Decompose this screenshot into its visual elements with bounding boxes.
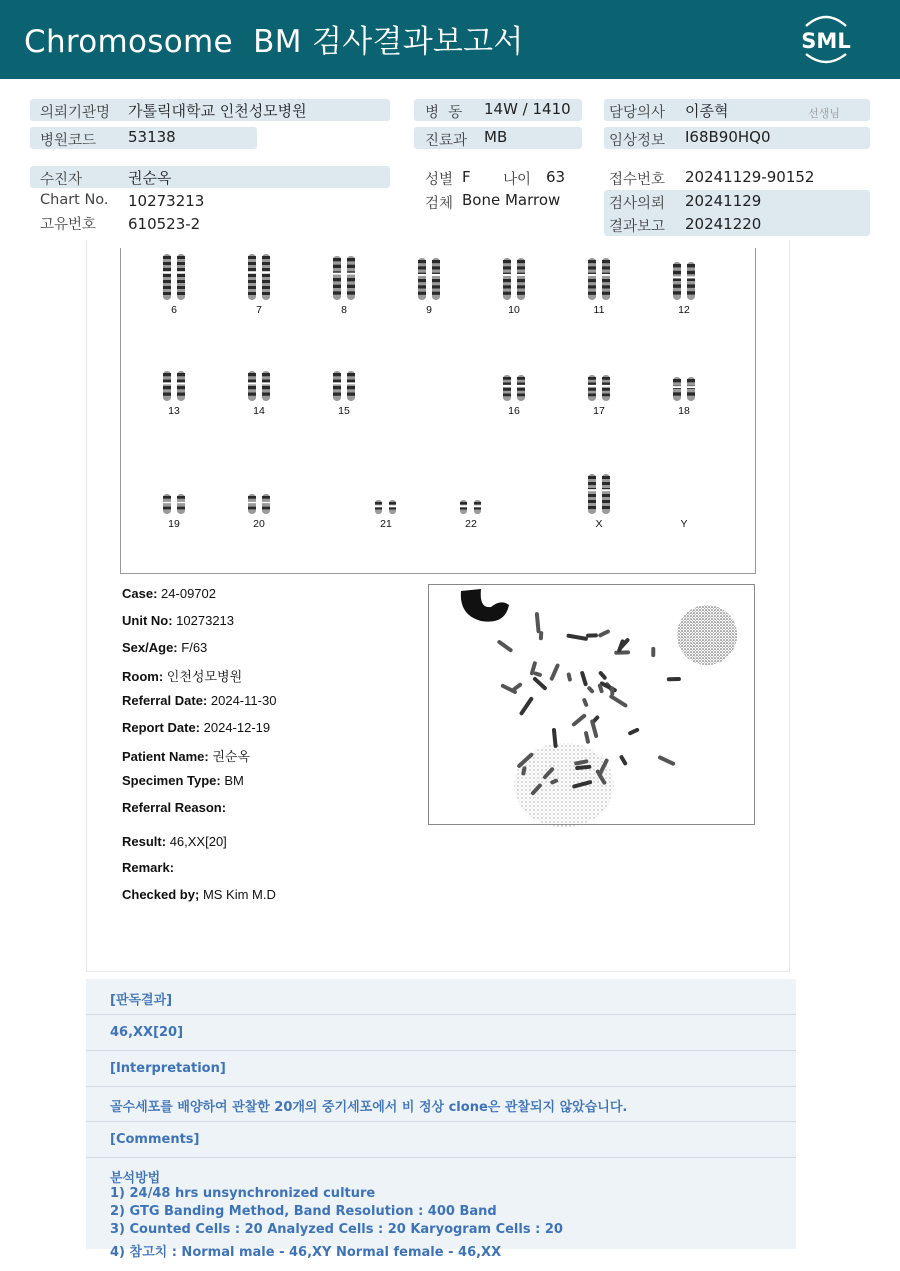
chromosome-label: 20 [253,518,265,530]
result-value: 46,XX[20] [169,834,227,849]
request-value: 20241129 [685,192,762,210]
request-label: 검사의뢰 [609,196,666,212]
patient-value: 권순옥 [128,169,172,187]
reading-title: [판독결과] [110,993,173,1008]
method-2: 2) GTG Banding Method, Band Resolution : 400 Band [110,1204,497,1219]
unit-value: 10273213 [176,613,235,628]
chromosome-label: 22 [465,518,477,530]
patient-label: 수진자 [40,172,83,188]
chromosome-label: 13 [168,405,180,417]
chart-label: Chart No. [40,192,109,208]
metaphase-chromosome [627,727,639,736]
report-title: Chromosome BM 검사결과보고서 [24,24,524,60]
chromosome-10 [489,252,539,316]
institution-label: 의뢰기관명 [40,105,111,121]
chromosome-label: 8 [341,304,347,316]
chromosome-label: 11 [593,304,605,316]
logo-text: SML [801,29,851,53]
metaphase-chromosome [571,713,587,727]
sex-label: 성별 [425,172,454,188]
metaphase-chromosome [657,755,675,767]
chromosome-label: 6 [171,304,177,316]
metaphase-chromosome [532,676,548,691]
reading-value: 46,XX[20] [110,1025,184,1040]
chart-value: 10273213 [128,192,205,210]
chromosome-7 [234,252,284,316]
method-3: 3) Counted Cells : 20 Analyzed Cells : 20 Karyogram Cells : 20 [110,1222,563,1237]
chromosome-14 [234,353,284,417]
chromosome-16 [489,353,539,417]
specimen-value: Bone Marrow [462,191,561,209]
receipt-label: 접수번호 [609,172,666,188]
result-panel [86,979,796,1260]
chromosome-label: 21 [380,518,392,530]
referral-reason-line: Referral Reason: [122,800,227,815]
comments-title: [Comments] [110,1132,200,1147]
chromosome-label: 16 [508,405,520,417]
chromosome-13 [149,353,199,417]
metaphase-chromosome [580,671,588,687]
result-date-label: 결과보고 [609,219,666,235]
karyogram [120,248,756,574]
chromosome-y [659,466,709,530]
comments-title-row [86,1122,796,1158]
chromosome-22 [446,466,496,530]
metaphase-chromosome [651,647,655,657]
patient-name-line: Patient Name: 권순옥 [122,749,251,764]
interp-title: [Interpretation] [110,1061,226,1076]
metaphase-chromosome [535,612,541,633]
chromosome-18 [659,353,709,417]
metaphase-chromosome [584,731,591,744]
metaphase-chromosome [512,682,523,692]
ward-label: 병 동 [425,105,463,121]
metaphase-chromosome [586,633,598,637]
metaphase-chromosomes [497,612,681,796]
metaphase-image [428,584,755,825]
room-line: Room: 인천성모병원 [122,669,243,684]
remark-line: Remark: [122,860,175,875]
clinical-value: I68B90HQ0 [685,128,771,146]
age-value: 63 [546,168,566,186]
unique-label: 고유번호 [40,217,97,233]
ward-value: 14W / 1410 [484,100,571,118]
case-value: 24-09702 [161,586,216,601]
chromosome-11 [574,252,624,316]
cell-nucleus-gray [677,605,737,665]
metaphase-chromosome [598,629,611,638]
metaphase-chromosome [539,631,544,640]
chromosome-19 [149,466,199,530]
metaphase-chromosome [566,672,572,682]
metaphase-chromosome [667,677,681,681]
method-title: 분석방법 [110,1171,161,1186]
chromosome-label: Y [680,518,688,530]
patient-name-value: 권순옥 [212,749,251,764]
reading-value-row [86,1015,796,1051]
hospital-code-value: 53138 [128,128,176,146]
checked-value: MS Kim M.D [202,887,276,902]
chromosome-21 [361,466,411,530]
specimen-label: 검체 [425,196,454,212]
chromosome-label: 14 [253,405,265,417]
chromosome-x [574,466,624,530]
cell-nucleus-dark [461,589,509,622]
chromosome-17 [574,353,624,417]
metaphase-chromosome [610,686,614,695]
chromosome-15 [319,353,369,417]
unique-value: 610523-2 [128,215,201,233]
chromosome-12 [659,252,709,316]
metaphase-chromosome [566,633,588,641]
interp-title-row [86,1051,796,1087]
report-date-line: Report Date: 2024-12-19 [122,720,271,735]
referral-value: 2024-11-30 [210,693,277,708]
specimen-type-value: BM [224,773,244,788]
metaphase-chromosome [533,671,542,677]
metaphase-chromosome [549,663,560,681]
sml-logo [796,12,856,66]
unit-line: Unit No: 10273213 [122,613,235,628]
room-value: 인천성모병원 [166,669,243,684]
chromosome-20 [234,466,284,530]
chromosome-9 [404,252,454,316]
method-1: 1) 24/48 hrs unsynchronized culture [110,1186,376,1201]
dept-label: 진료과 [425,133,468,149]
sex-value: F [462,168,471,186]
chromosome-label: X [595,518,603,530]
specimen-type-line: Specimen Type: BM [122,773,244,788]
reading-title-row [86,979,796,1015]
chromosome-label: 10 [508,304,520,316]
case-line: Case: 24-09702 [122,586,216,601]
chromosome-label: 12 [678,304,690,316]
metaphase-chromosome [598,670,608,680]
metaphase-chromosome [586,685,595,694]
interp-value: 골수세포를 배양하여 관찰한 20개의 중기세포에서 비 정상 clone은 관찰되지 않았습니다. [110,1100,628,1115]
method-4: 4) 참고치 : Normal male - 46,XY Normal female - 46,XX [110,1245,502,1260]
doctor-suffix: 선생님 [808,107,840,120]
institution-value: 가톨릭대학교 인천성모병원 [128,102,307,120]
report-date-value: 2024-12-19 [203,720,271,735]
metaphase-chromosome [619,754,628,766]
report-header [0,0,900,79]
chromosome-label: 9 [426,304,432,316]
receipt-value: 20241129-90152 [685,168,815,186]
checked-line: Checked by; MS Kim M.D [122,887,276,902]
chromosome-6 [149,252,199,316]
chromosome-label: 15 [338,405,350,417]
metaphase-chromosome [614,650,630,655]
result-date-value: 20241220 [685,215,762,233]
sexage-line: Sex/Age: F/63 [122,640,208,655]
metaphase-chromosome [519,696,534,716]
chromosome-label: 18 [678,405,690,417]
chromosome-8 [319,252,369,316]
interp-value-row [86,1087,796,1122]
doctor-label: 담당의사 [609,105,666,121]
clinical-label: 임상정보 [609,133,666,149]
result-line: Result: 46,XX[20] [122,834,227,849]
doctor-value: 이종혁 [685,102,729,120]
chromosome-label: 17 [593,405,605,417]
metaphase-chromosome [497,639,514,653]
metaphase-chromosome [590,719,599,738]
sexage-value: F/63 [181,640,208,655]
chromosome-label: 19 [168,518,180,530]
metaphase-chromosome [582,698,589,708]
chromosome-label: 7 [256,304,262,316]
patient-bar [30,166,390,188]
metaphase-chromosome [609,694,629,708]
hospital-code-label: 병원코드 [40,133,97,149]
dept-value: MB [484,128,508,146]
referral-line: Referral Date: 2024-11-30 [122,693,277,708]
age-label: 나이 [503,172,532,188]
